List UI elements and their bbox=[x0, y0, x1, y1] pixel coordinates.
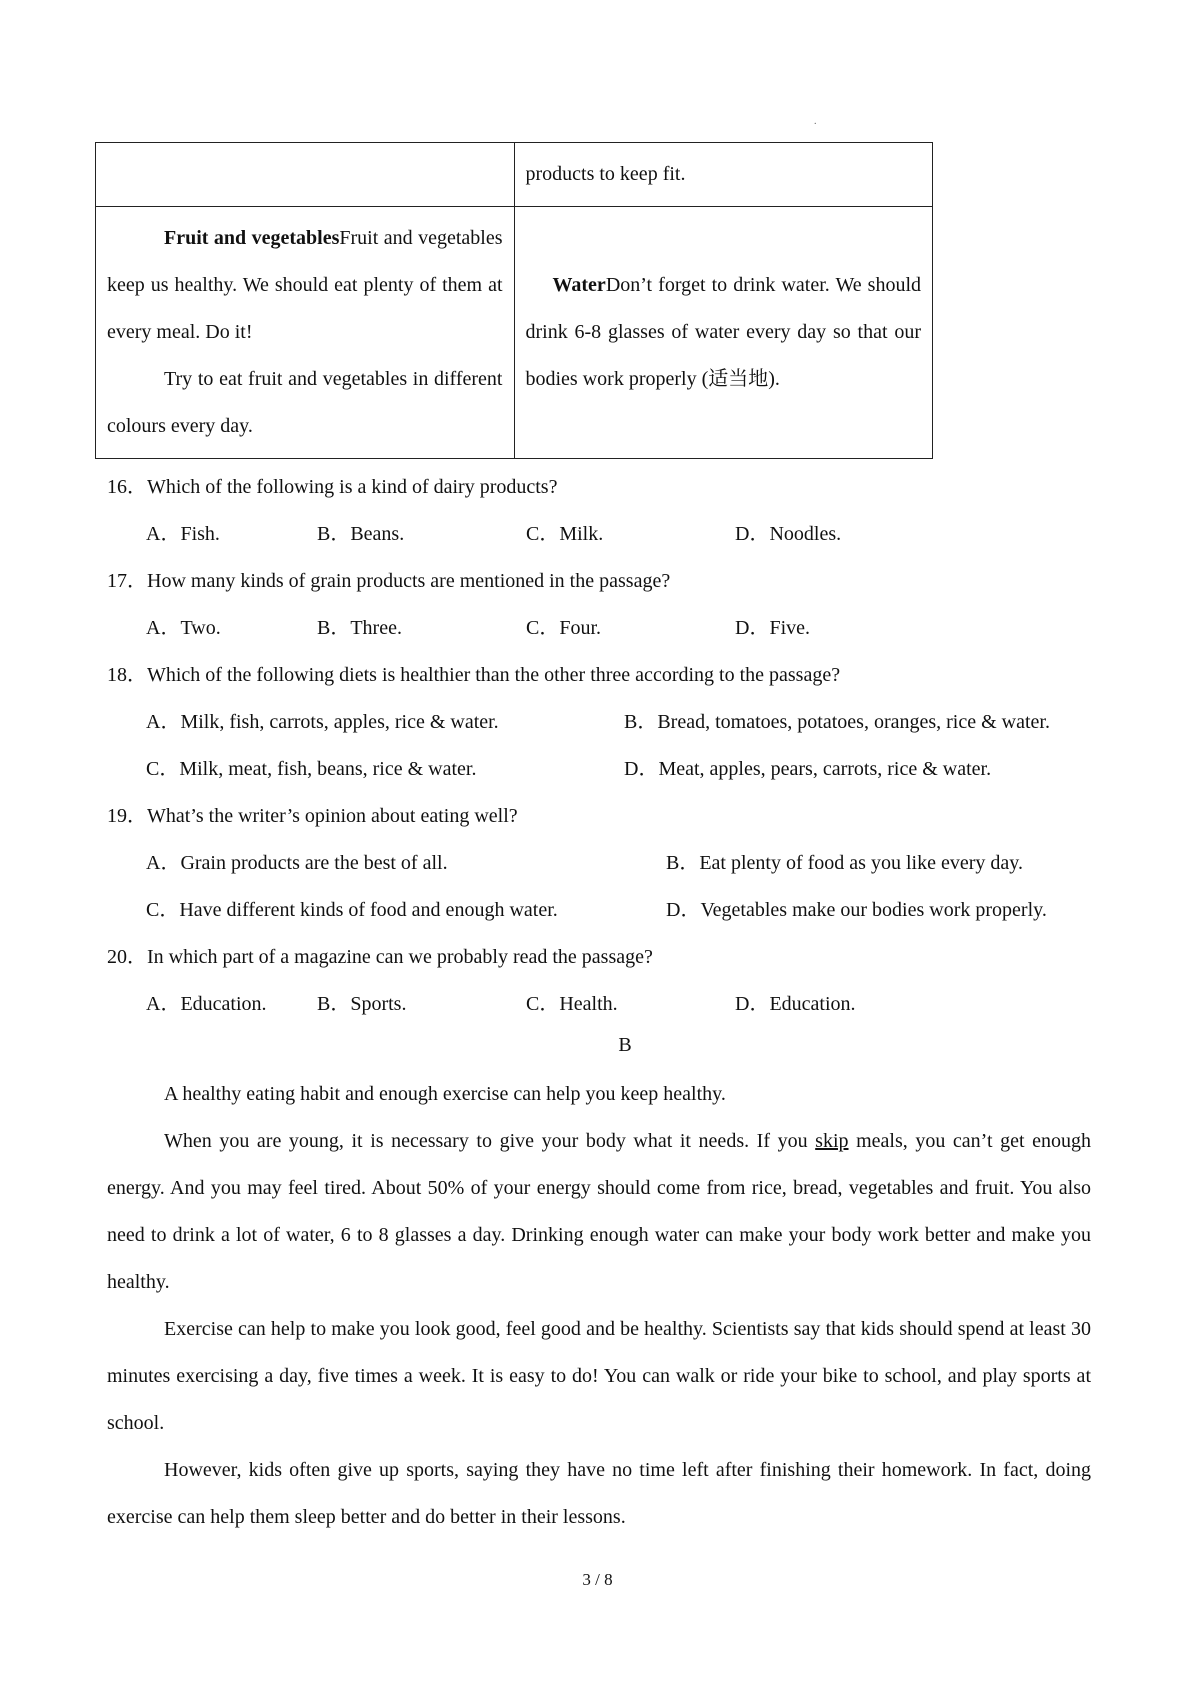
underlined-word: skip bbox=[815, 1130, 849, 1152]
water-text: Don’t forget to drink water. We should drink 6-8 glasses of water every day so that our bodies work properly (适当地). bbox=[525, 274, 921, 390]
page-number: 3 / 8 bbox=[582, 1570, 613, 1589]
cell-text: products to keep fit. bbox=[525, 163, 686, 185]
fruit-text: Fruit and vegetables keep us healthy. We should eat plenty of them at every meal. Do it! bbox=[107, 227, 503, 343]
paragraph-text: A healthy eating habit and enough exercise can help you keep healthy. bbox=[164, 1083, 726, 1105]
stray-dot: . bbox=[814, 116, 817, 127]
fruit-paragraph-2 bbox=[107, 356, 503, 450]
passage-paragraph-1 bbox=[107, 1071, 1091, 1118]
q19-option-a[interactable]: A．Grain products are the best of all. bbox=[146, 852, 448, 874]
table-cell-empty bbox=[96, 143, 515, 207]
q20-option-d[interactable]: D．Education. bbox=[735, 993, 856, 1015]
q19-option-d[interactable]: D．Vegetables make our bodies work properly. bbox=[666, 899, 1047, 921]
table-cell-fruit bbox=[96, 207, 515, 459]
q20-option-b[interactable]: B．Sports. bbox=[317, 993, 407, 1015]
q18-option-c[interactable]: C．Milk, meat, fish, beans, rice & water. bbox=[146, 758, 477, 780]
passage-paragraph-4 bbox=[107, 1447, 1091, 1541]
q19-option-b[interactable]: B．Eat plenty of food as you like every day. bbox=[666, 852, 1023, 874]
paragraph-text: Exercise can help to make you look good, feel good and be healthy. Scientists say that kids should spend at least 30 minutes exercising a day, five times a week. It is easy to do! You can walk or ride your bike to school, and play sports at school. bbox=[107, 1318, 1091, 1434]
q17-option-d[interactable]: D．Five. bbox=[735, 617, 810, 639]
q19-option-c[interactable]: C．Have different kinds of food and enough water. bbox=[146, 899, 558, 921]
q18-option-b[interactable]: B．Bread, tomatoes, potatoes, oranges, rice & water. bbox=[624, 711, 1050, 733]
table-cell-products bbox=[514, 143, 933, 207]
paragraph-text: When you are young, it is necessary to give your body what it needs. If you bbox=[164, 1130, 816, 1152]
passage-paragraph-3 bbox=[107, 1306, 1091, 1447]
paragraph-text: meals, you can’t get enough energy. And you may feel tired. About 50% of your energy should come from rice, bread, vegetables and fruit. You also need to drink a lot of water, 6 to 8 glasses a day. Drinking enough water can make your body work better and make you healthy. bbox=[107, 1130, 1091, 1293]
fruit-text-2: Try to eat fruit and vegetables in different colours every day. bbox=[107, 368, 503, 437]
q20-option-a[interactable]: A．Education. bbox=[146, 993, 267, 1015]
paragraph-text: However, kids often give up sports, saying they have no time left after finishing their homework. In fact, doing exercise can help them sleep better and do better in their lessons. bbox=[107, 1459, 1091, 1528]
table-row bbox=[96, 143, 933, 207]
question-19: 19．What’s the writer’s opinion about eating well? bbox=[107, 805, 518, 827]
section-b-title: B bbox=[618, 1034, 632, 1056]
water-heading: Water bbox=[552, 274, 606, 296]
food-guide-table bbox=[95, 142, 933, 459]
q17-option-c[interactable]: C．Four. bbox=[526, 617, 602, 639]
fruit-paragraph bbox=[107, 215, 503, 356]
passage-paragraph-2 bbox=[107, 1118, 1091, 1306]
table-cell-water bbox=[514, 207, 933, 459]
question-17: 17．How many kinds of grain products are mentioned in the passage? bbox=[107, 570, 671, 592]
q16-option-c[interactable]: C．Milk. bbox=[526, 523, 604, 545]
question-16: 16．Which of the following is a kind of dairy products? bbox=[107, 476, 558, 498]
water-paragraph bbox=[526, 262, 922, 403]
q17-option-b[interactable]: B．Three. bbox=[317, 617, 402, 639]
question-18: 18．Which of the following diets is healthier than the other three according to the passage? bbox=[107, 664, 841, 686]
q16-option-d[interactable]: D．Noodles. bbox=[735, 523, 842, 545]
q17-option-a[interactable]: A．Two. bbox=[146, 617, 221, 639]
q16-option-a[interactable]: A．Fish. bbox=[146, 523, 220, 545]
table-row bbox=[96, 207, 933, 459]
fruit-heading: Fruit and vegetables bbox=[164, 227, 340, 249]
q16-option-b[interactable]: B．Beans. bbox=[317, 523, 405, 545]
q20-option-c[interactable]: C．Health. bbox=[526, 993, 618, 1015]
question-20: 20．In which part of a magazine can we probably read the passage? bbox=[107, 946, 653, 968]
q18-option-a[interactable]: A．Milk, fish, carrots, apples, rice & water. bbox=[146, 711, 499, 733]
q18-option-d[interactable]: D．Meat, apples, pears, carrots, rice & water. bbox=[624, 758, 992, 780]
